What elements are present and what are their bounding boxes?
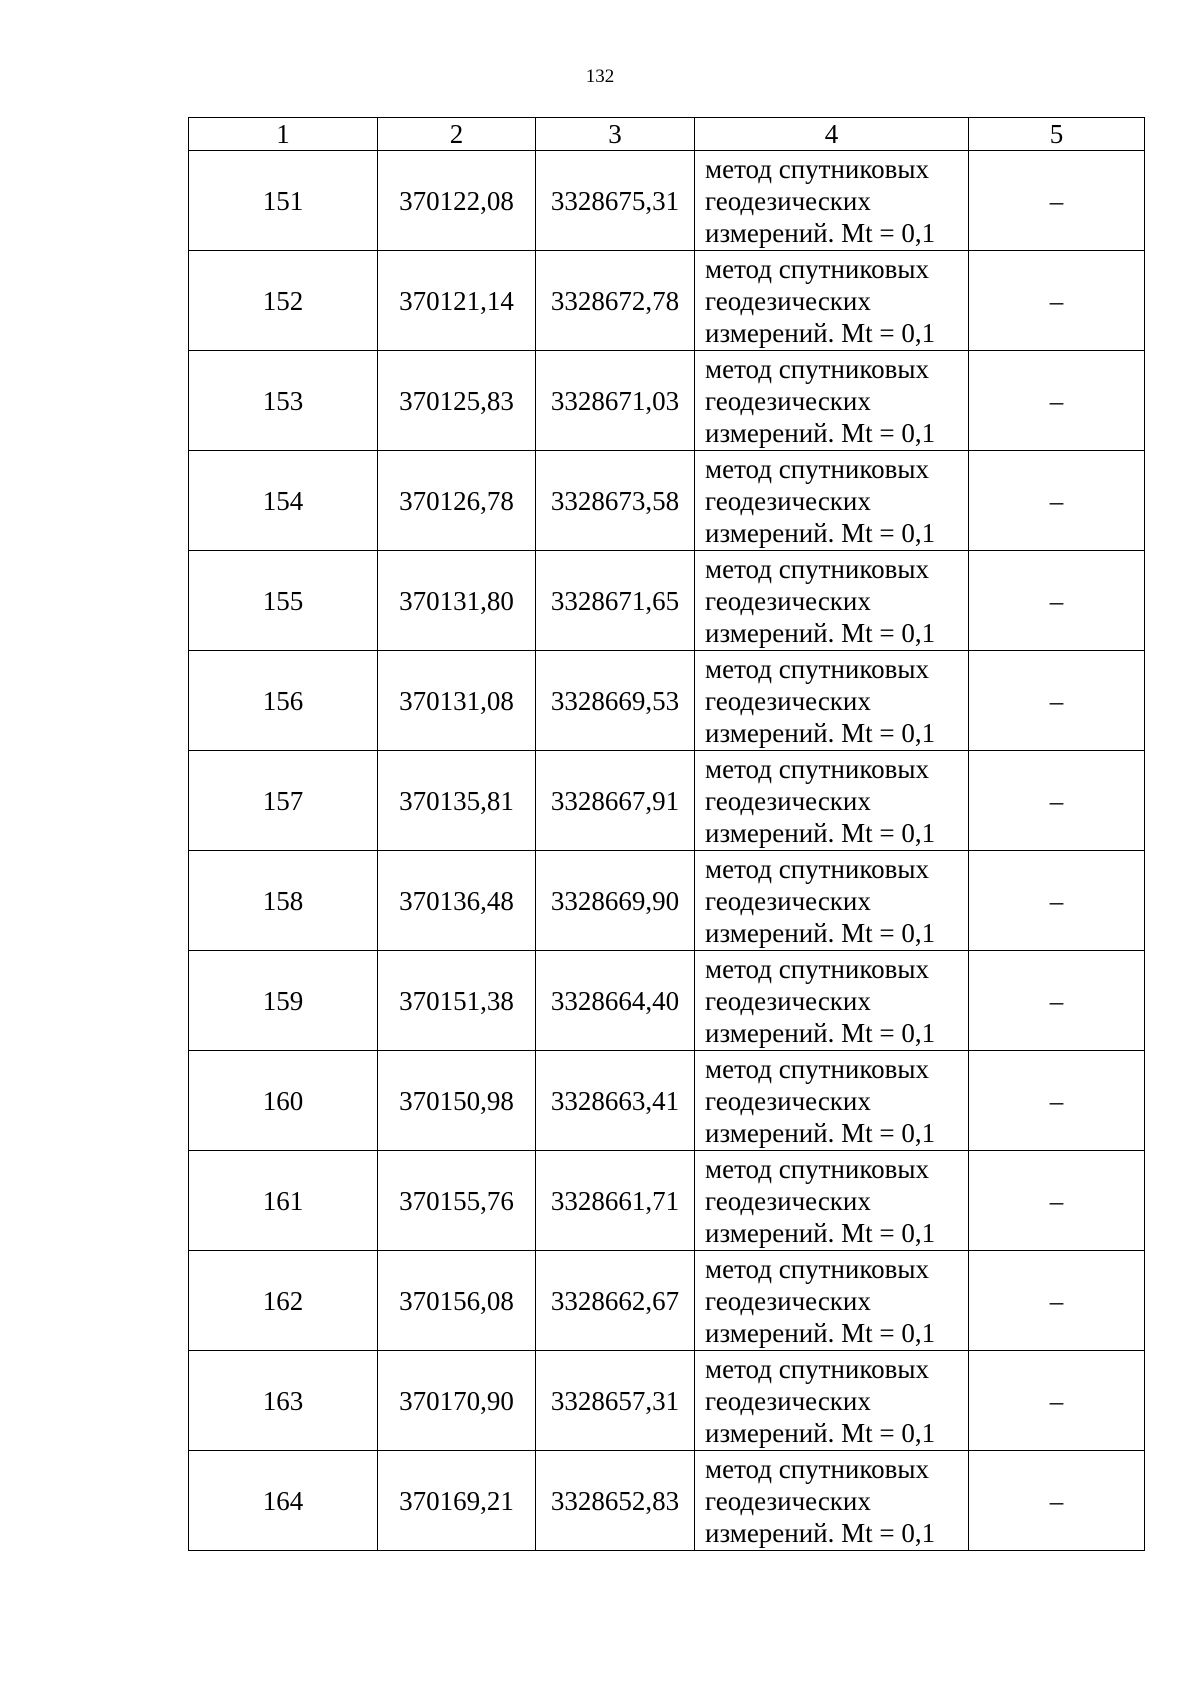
y-coordinate-cell: 3328664,40 bbox=[536, 951, 695, 1051]
table-row bbox=[189, 751, 1145, 851]
method-line: геодезических bbox=[705, 1485, 871, 1516]
method-line: метод спутниковых bbox=[705, 153, 929, 184]
method-cell bbox=[695, 1051, 969, 1151]
method-line: метод спутниковых bbox=[705, 1153, 929, 1184]
x-coordinate-cell: 370150,98 bbox=[378, 1051, 536, 1151]
method-cell bbox=[695, 251, 969, 351]
method-line: геодезических bbox=[705, 485, 871, 516]
x-coordinate-cell: 370151,38 bbox=[378, 951, 536, 1051]
x-coordinate-cell: 370170,90 bbox=[378, 1351, 536, 1451]
method-line: измерений. Mt = 0,1 bbox=[705, 1417, 936, 1448]
method-line: метод спутниковых bbox=[705, 353, 929, 384]
note-cell: – bbox=[969, 951, 1145, 1051]
x-coordinate-cell: 370155,76 bbox=[378, 1151, 536, 1251]
header-cell-1: 1 bbox=[189, 118, 378, 151]
point-number-cell: 153 bbox=[189, 351, 378, 451]
point-number-cell: 152 bbox=[189, 251, 378, 351]
y-coordinate-cell: 3328671,65 bbox=[536, 551, 695, 651]
method-line: геодезических bbox=[705, 985, 871, 1016]
method-line: измерений. Mt = 0,1 bbox=[705, 517, 936, 548]
table-body bbox=[189, 118, 1145, 1551]
point-number-cell: 151 bbox=[189, 151, 378, 251]
method-line: измерений. Mt = 0,1 bbox=[705, 1017, 936, 1048]
table-row bbox=[189, 1451, 1145, 1551]
y-coordinate-cell: 3328661,71 bbox=[536, 1151, 695, 1251]
method-line: измерений. Mt = 0,1 bbox=[705, 917, 936, 948]
note-cell: – bbox=[969, 551, 1145, 651]
x-coordinate-cell: 370121,14 bbox=[378, 251, 536, 351]
method-cell bbox=[695, 351, 969, 451]
method-line: измерений. Mt = 0,1 bbox=[705, 717, 936, 748]
header-cell-5: 5 bbox=[969, 118, 1145, 151]
table-row bbox=[189, 1251, 1145, 1351]
y-coordinate-cell: 3328657,31 bbox=[536, 1351, 695, 1451]
page-number: 132 bbox=[585, 66, 615, 87]
note-cell: – bbox=[969, 1451, 1145, 1551]
note-cell: – bbox=[969, 1051, 1145, 1151]
x-coordinate-cell: 370136,48 bbox=[378, 851, 536, 951]
table-row bbox=[189, 651, 1145, 751]
method-cell bbox=[695, 1351, 969, 1451]
x-coordinate-cell: 370135,81 bbox=[378, 751, 536, 851]
method-cell bbox=[695, 1451, 969, 1551]
point-number-cell: 156 bbox=[189, 651, 378, 751]
note-cell: – bbox=[969, 251, 1145, 351]
table-row bbox=[189, 1051, 1145, 1151]
method-line: геодезических bbox=[705, 285, 871, 316]
note-cell: – bbox=[969, 651, 1145, 751]
method-line: измерений. Mt = 0,1 bbox=[705, 817, 936, 848]
header-cell-3: 3 bbox=[536, 118, 695, 151]
table-row bbox=[189, 251, 1145, 351]
x-coordinate-cell: 370122,08 bbox=[378, 151, 536, 251]
method-line: геодезических bbox=[705, 685, 871, 716]
point-number-cell: 158 bbox=[189, 851, 378, 951]
method-cell bbox=[695, 551, 969, 651]
method-line: измерений. Mt = 0,1 bbox=[705, 1117, 936, 1148]
method-line: геодезических bbox=[705, 385, 871, 416]
point-number-cell: 164 bbox=[189, 1451, 378, 1551]
point-number-cell: 162 bbox=[189, 1251, 378, 1351]
y-coordinate-cell: 3328672,78 bbox=[536, 251, 695, 351]
point-number-cell: 163 bbox=[189, 1351, 378, 1451]
method-cell bbox=[695, 651, 969, 751]
point-number-cell: 157 bbox=[189, 751, 378, 851]
method-cell bbox=[695, 1251, 969, 1351]
method-line: геодезических bbox=[705, 1185, 871, 1216]
header-cell-2: 2 bbox=[378, 118, 536, 151]
method-cell bbox=[695, 951, 969, 1051]
table-header-row bbox=[189, 118, 1145, 151]
table-row bbox=[189, 1351, 1145, 1451]
y-coordinate-cell: 3328652,83 bbox=[536, 1451, 695, 1551]
method-line: метод спутниковых bbox=[705, 753, 929, 784]
point-number-cell: 161 bbox=[189, 1151, 378, 1251]
method-line: измерений. Mt = 0,1 bbox=[705, 317, 936, 348]
y-coordinate-cell: 3328671,03 bbox=[536, 351, 695, 451]
y-coordinate-cell: 3328669,53 bbox=[536, 651, 695, 751]
method-line: метод спутниковых bbox=[705, 1253, 929, 1284]
note-cell: – bbox=[969, 751, 1145, 851]
method-line: метод спутниковых bbox=[705, 1353, 929, 1384]
table-row bbox=[189, 351, 1145, 451]
method-cell bbox=[695, 751, 969, 851]
method-line: геодезических bbox=[705, 785, 871, 816]
y-coordinate-cell: 3328663,41 bbox=[536, 1051, 695, 1151]
note-cell: – bbox=[969, 1251, 1145, 1351]
table-row bbox=[189, 851, 1145, 951]
point-number-cell: 160 bbox=[189, 1051, 378, 1151]
y-coordinate-cell: 3328673,58 bbox=[536, 451, 695, 551]
note-cell: – bbox=[969, 1351, 1145, 1451]
x-coordinate-cell: 370131,80 bbox=[378, 551, 536, 651]
method-line: измерений. Mt = 0,1 bbox=[705, 617, 936, 648]
note-cell: – bbox=[969, 351, 1145, 451]
table-row bbox=[189, 1151, 1145, 1251]
header-cell-4: 4 bbox=[695, 118, 969, 151]
note-cell: – bbox=[969, 451, 1145, 551]
x-coordinate-cell: 370125,83 bbox=[378, 351, 536, 451]
method-line: метод спутниковых bbox=[705, 953, 929, 984]
coordinates-table bbox=[188, 117, 1145, 1551]
method-line: метод спутниковых bbox=[705, 853, 929, 884]
table-row bbox=[189, 551, 1145, 651]
method-line: измерений. Mt = 0,1 bbox=[705, 217, 936, 248]
method-line: метод спутниковых bbox=[705, 553, 929, 584]
y-coordinate-cell: 3328662,67 bbox=[536, 1251, 695, 1351]
note-cell: – bbox=[969, 1151, 1145, 1251]
x-coordinate-cell: 370169,21 bbox=[378, 1451, 536, 1551]
y-coordinate-cell: 3328667,91 bbox=[536, 751, 695, 851]
point-number-cell: 159 bbox=[189, 951, 378, 1051]
x-coordinate-cell: 370156,08 bbox=[378, 1251, 536, 1351]
table-row bbox=[189, 451, 1145, 551]
note-cell: – bbox=[969, 851, 1145, 951]
table-row bbox=[189, 151, 1145, 251]
method-cell bbox=[695, 451, 969, 551]
method-line: измерений. Mt = 0,1 bbox=[705, 1517, 936, 1548]
method-line: метод спутниковых bbox=[705, 453, 929, 484]
method-line: геодезических bbox=[705, 1285, 871, 1316]
method-line: метод спутниковых bbox=[705, 253, 929, 284]
x-coordinate-cell: 370126,78 bbox=[378, 451, 536, 551]
method-line: измерений. Mt = 0,1 bbox=[705, 1317, 936, 1348]
y-coordinate-cell: 3328669,90 bbox=[536, 851, 695, 951]
table-row bbox=[189, 951, 1145, 1051]
method-line: измерений. Mt = 0,1 bbox=[705, 417, 936, 448]
method-cell bbox=[695, 151, 969, 251]
method-line: геодезических bbox=[705, 185, 871, 216]
method-line: измерений. Mt = 0,1 bbox=[705, 1217, 936, 1248]
method-cell bbox=[695, 1151, 969, 1251]
method-line: метод спутниковых bbox=[705, 653, 929, 684]
method-line: геодезических bbox=[705, 885, 871, 916]
point-number-cell: 155 bbox=[189, 551, 378, 651]
method-line: метод спутниковых bbox=[705, 1053, 929, 1084]
method-cell bbox=[695, 851, 969, 951]
point-number-cell: 154 bbox=[189, 451, 378, 551]
x-coordinate-cell: 370131,08 bbox=[378, 651, 536, 751]
y-coordinate-cell: 3328675,31 bbox=[536, 151, 695, 251]
note-cell: – bbox=[969, 151, 1145, 251]
method-line: геодезических bbox=[705, 1085, 871, 1116]
method-line: геодезических bbox=[705, 1385, 871, 1416]
method-line: метод спутниковых bbox=[705, 1453, 929, 1484]
method-line: геодезических bbox=[705, 585, 871, 616]
